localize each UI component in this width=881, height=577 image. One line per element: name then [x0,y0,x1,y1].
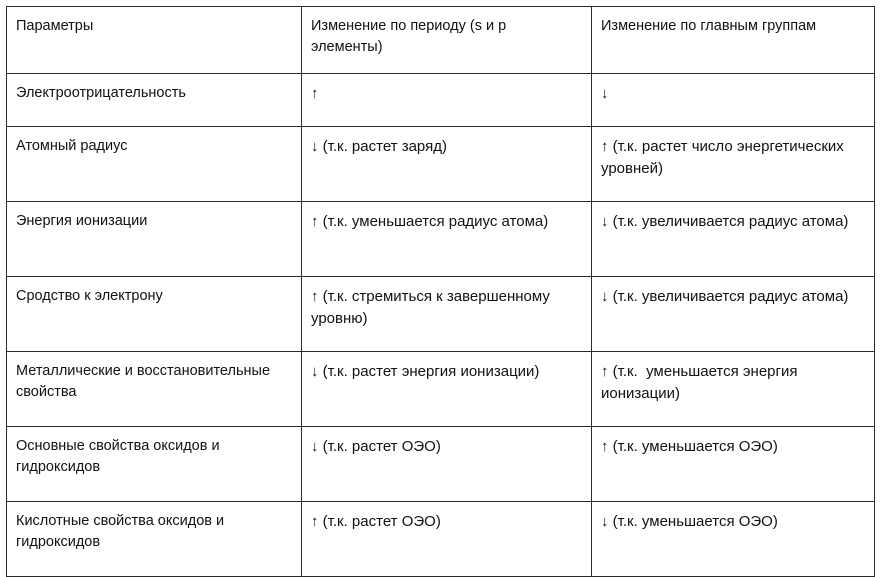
header-text-parameters: Параметры [16,18,94,34]
row-parameter-basic-oxides: Основные свойства оксидов и гидроксидов [7,427,302,502]
column-header-group [592,7,875,74]
table-header-row [7,7,875,74]
periodic-trends-table [6,6,875,577]
row-parameter-acidic-oxides: Кислотные свойства оксидов и гидроксидов [7,502,302,577]
column-header-period [302,7,592,74]
table-row [7,127,875,202]
row-parameter-metallic-properties: Металлические и восстановительные свойства [7,352,302,427]
row-period-acidic-oxides: ↑ (т.к. растет ОЭО) [302,502,592,577]
row-period-metallic-properties: ↓ (т.к. растет энергия ионизации) [302,352,592,427]
row-group-acidic-oxides: ↓ (т.к. уменьшается ОЭО) [592,502,875,577]
row-group-electron-affinity: ↓ (т.к. увеличивается радиус атома) [592,277,875,352]
row-period-basic-oxides: ↓ (т.к. растет ОЭО) [302,427,592,502]
header-text-period: Изменение по периоду (s и p элементы) [311,18,511,55]
row-group-ionization-energy: ↓ (т.к. увеличивается радиус атома) [592,202,875,277]
table-row [7,427,875,502]
row-period-electronegativity: ↑ [302,74,592,127]
row-parameter-electronegativity: Электроотрицательность [7,74,302,127]
row-group-atomic-radius: ↑ (т.к. растет число энергетических уровней) [592,127,875,202]
row-period-atomic-radius: ↓ (т.к. растет заряд) [302,127,592,202]
table-row [7,502,875,577]
row-group-metallic-properties: ↑ (т.к. уменьшается энергия ионизации) [592,352,875,427]
row-parameter-ionization-energy: Энергия ионизации [7,202,302,277]
header-text-group: Изменение по главным группам [601,18,817,34]
table-row [7,202,875,277]
row-period-electron-affinity: ↑ (т.к. стремиться к завершенному уровню) [302,277,592,352]
row-parameter-atomic-radius: Атомный радиус [7,127,302,202]
row-parameter-electron-affinity: Сродство к электрону [7,277,302,352]
row-period-ionization-energy: ↑ (т.к. уменьшается радиус атома) [302,202,592,277]
column-header-parameters [7,7,302,74]
row-group-electronegativity: ↓ [592,74,875,127]
row-group-basic-oxides: ↑ (т.к. уменьшается ОЭО) [592,427,875,502]
table-row [7,74,875,127]
table-row [7,277,875,352]
table-row [7,352,875,427]
